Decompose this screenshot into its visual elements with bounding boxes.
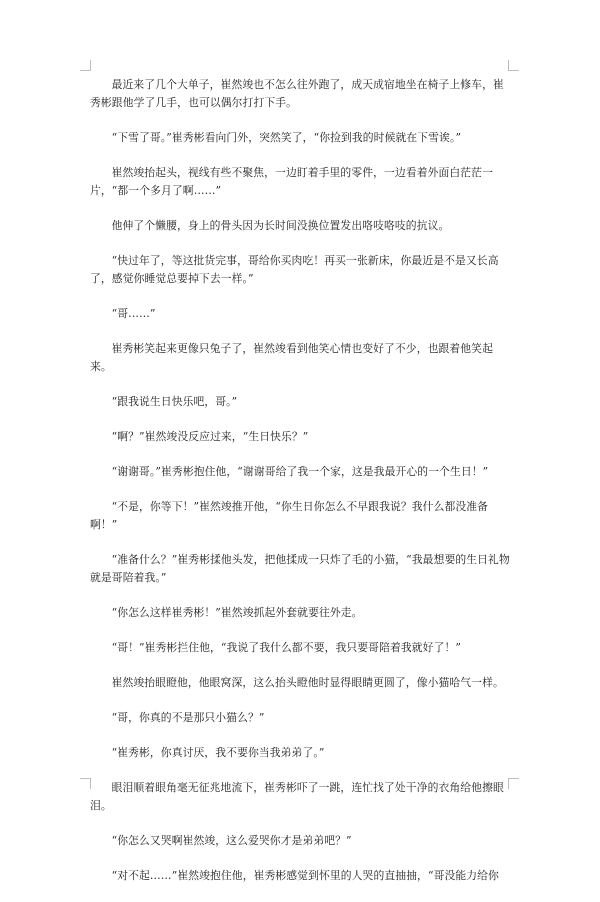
paragraph: “准备什么？”崔秀彬揉他头发，把他揉成一只炸了毛的小猫，“我最想要的生日礼物就是哥陪着我。” (90, 553, 510, 584)
paragraph: “你怎么又哭啊崔然竣，这么爱哭你才是弟弟吧？” (111, 834, 352, 847)
paragraph: “快过年了，等这批货完事，哥给你买肉吃！再买一张新床，你最近是不是又长高了，感觉你睡觉总要掉下去一样。” (90, 254, 499, 285)
paragraph: “你怎么这样崔秀彬！”崔然竣抓起外套就要往外走。 (111, 606, 363, 619)
paragraph: 崔然竣抬眼瞪他，他眼窝深，这么抬头瞪他时显得眼睛更圆了，像小猫哈气一样。 (111, 676, 504, 689)
paragraph: “哥！”崔秀彬拦住他，“我说了我什么都不要，我只要哥陪着我就好了！” (111, 641, 461, 654)
paragraph: 崔然竣抬起头，视线有些不聚焦，一边盯着手里的零件，一边看着外面白茫茫一片，“都一个多月了啊……” (90, 166, 493, 197)
crop-mark-top-left (80, 60, 91, 71)
paragraph: 他伸了个懒腰，身上的骨头因为长时间没换位置发出咯吱咯吱的抗议。 (111, 219, 450, 232)
paragraph: “不是，你等下！”崔然竣推开他，“你生日你怎么不早跟我说？我什么都没准备啊！” (90, 500, 489, 531)
paragraph: 眼泪顺着眼角毫无征兆地流下，崔秀彬吓了一跳，连忙找了处干净的衣角给他擦眼泪。 (90, 781, 504, 812)
crop-mark-top-right (508, 60, 519, 71)
paragraph: “啊？”崔然竣没反应过来，“生日快乐？” (111, 430, 309, 443)
paragraph: “崔秀彬，你真讨厌，我不要你当我弟弟了。” (111, 746, 325, 759)
paragraph: “哥……” (111, 307, 156, 320)
paragraph: “谢谢哥。”崔秀彬抱住他，“谢谢哥给了我一个家，这是我最开心的一个生日！” (111, 465, 489, 478)
paragraph: “哥，你真的不是那只小猫么？” (111, 711, 265, 724)
paragraph: “下雪了哥。”崔秀彬看向门外，突然笑了，“你捡到我的时候就在下雪诶。” (111, 131, 462, 144)
paragraph: “跟我说生日快乐吧，哥。” (111, 395, 238, 408)
paragraph: “对不起……”崔然竣抱住他，崔秀彬感觉到怀里的人哭的直抽抽，“哥没能力给你 (111, 869, 499, 882)
document-body (90, 76, 510, 902)
paragraph: 崔秀彬笑起来更像只兔子了，崔然竣看到他笑心情也变好了不少，也跟着他笑起来。 (90, 342, 493, 373)
paragraph: 最近来了几个大单子，崔然竣也不怎么往外跑了，成天成宿地坐在椅子上修车，崔秀彬跟他学了几手，也可以偶尔打打下手。 (90, 78, 504, 109)
